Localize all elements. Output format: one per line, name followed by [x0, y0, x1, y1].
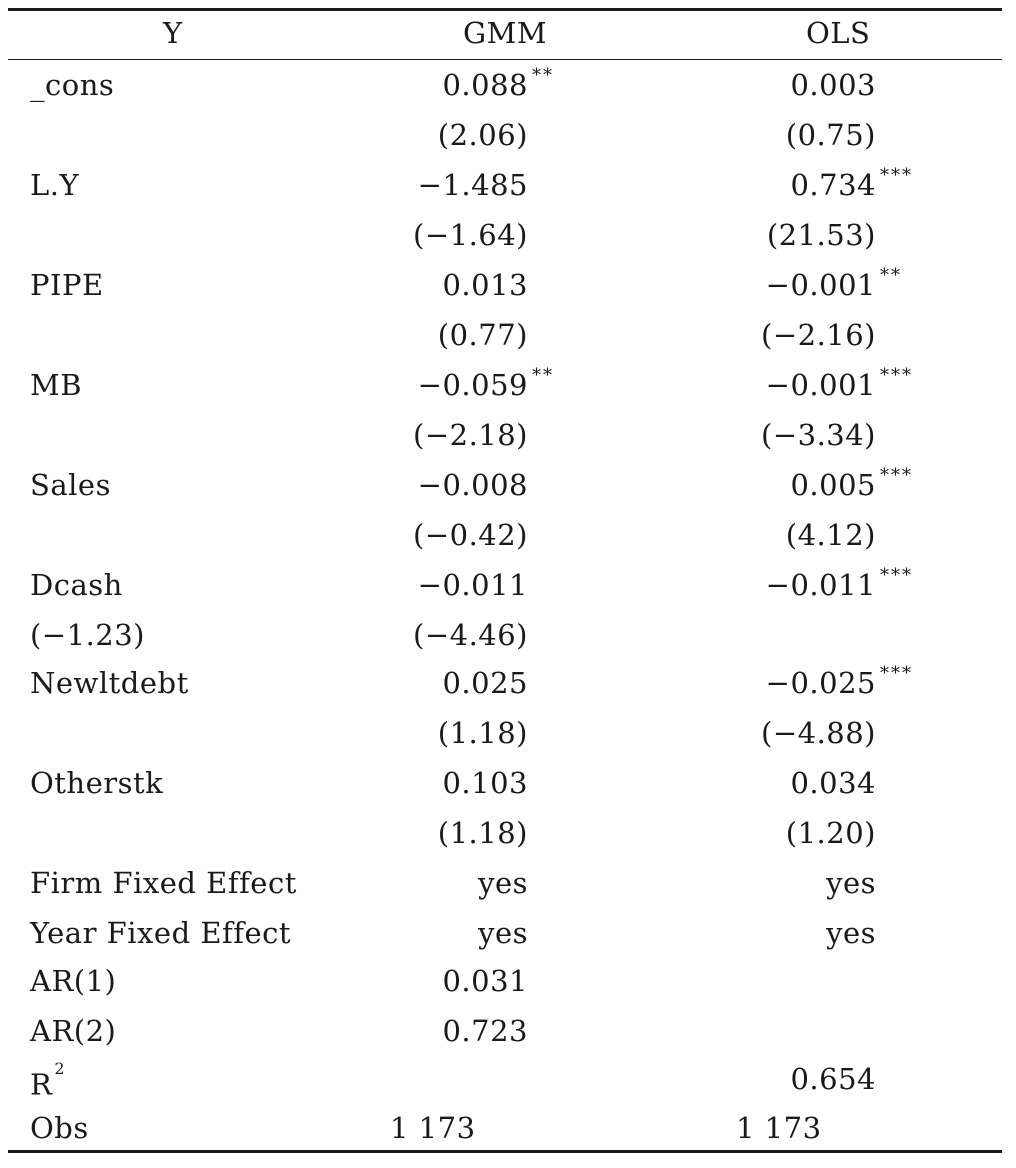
header-ols: OLS [806, 16, 871, 50]
significance-stars: *** [880, 165, 913, 186]
ols-cell: (1.20) [785, 816, 876, 850]
gmm-cell: 0.025 [442, 666, 528, 700]
ols-cell: yes [826, 916, 876, 950]
row-label: (−1.23) [30, 618, 145, 652]
significance-stars: *** [880, 565, 913, 586]
header-gmm: GMM [463, 16, 548, 50]
row-label: Sales [30, 468, 111, 502]
r2-label: R $^2$ [30, 1059, 66, 1102]
significance-stars: ** [880, 265, 902, 286]
ols-cell: −0.001 *** [766, 368, 876, 402]
ols-cell: (−4.88) [761, 716, 876, 750]
ols-cell: (4.12) [785, 518, 876, 552]
gmm-cell: 0.088 ** [442, 68, 528, 102]
significance-stars: *** [880, 663, 913, 684]
gmm-cell: (−1.64) [413, 218, 528, 252]
ols-cell: (0.75) [785, 118, 876, 152]
ols-cell: (21.53) [766, 218, 876, 252]
gmm-cell: (1.18) [437, 716, 528, 750]
gmm-cell: −0.008 [417, 468, 528, 502]
row-label: _cons [30, 68, 115, 102]
obs-label: Obs [30, 1111, 89, 1145]
gmm-cell: 0.103 [442, 766, 528, 800]
ols-cell: 0.034 [790, 766, 876, 800]
gmm-cell: (1.18) [437, 816, 528, 850]
row-label: Year Fixed Effect [30, 916, 292, 950]
row-label: Dcash [30, 568, 123, 602]
significance-stars: *** [880, 465, 913, 486]
gmm-cell: (−0.42) [413, 518, 528, 552]
row-label: MB [30, 368, 83, 402]
gmm-cell: −0.011 [417, 568, 528, 602]
ols-cell: 0.005 *** [790, 468, 876, 502]
significance-stars: ** [532, 65, 554, 86]
row-label: Newltdebt [30, 666, 189, 700]
gmm-cell: −1.485 [417, 168, 528, 202]
gmm-cell: 0.031 [442, 964, 528, 998]
ols-cell: 0.734 *** [790, 168, 876, 202]
ols-cell: −0.001 ** [766, 268, 876, 302]
r2-ols: 0.654 [790, 1062, 876, 1096]
ols-cell: −0.011 *** [766, 568, 876, 602]
table-bottom-rule [8, 1150, 1002, 1153]
ols-cell: 0.003 [790, 68, 876, 102]
gmm-cell: yes [478, 916, 528, 950]
gmm-cell: (−2.18) [413, 418, 528, 452]
row-label: Otherstk [30, 766, 164, 800]
gmm-cell: (2.06) [437, 118, 528, 152]
row-label: Firm Fixed Effect [30, 866, 297, 900]
gmm-cell: (−4.46) [413, 618, 528, 652]
gmm-cell: yes [478, 866, 528, 900]
significance-stars: *** [880, 365, 913, 386]
table-top-rule [8, 8, 1002, 11]
ols-cell: (−2.16) [761, 318, 876, 352]
row-label: AR(1) [30, 964, 117, 998]
header-y: Y [163, 16, 183, 50]
gmm-cell: 0.723 [442, 1014, 528, 1048]
ols-cell: (−3.34) [761, 418, 876, 452]
gmm-cell: −0.059 ** [418, 368, 528, 402]
row-label: AR(2) [30, 1014, 117, 1048]
gmm-cell: 0.013 [442, 268, 528, 302]
obs-gmm: 1 173 [390, 1111, 476, 1145]
significance-stars: ** [532, 365, 554, 386]
gmm-cell: (0.77) [437, 318, 528, 352]
ols-cell: −0.025 *** [766, 666, 876, 700]
row-label: L.Y [30, 168, 80, 202]
row-label: PIPE [30, 268, 104, 302]
ols-cell: yes [826, 866, 876, 900]
table-header-rule [8, 59, 1002, 60]
obs-ols: 1 173 [736, 1111, 822, 1145]
